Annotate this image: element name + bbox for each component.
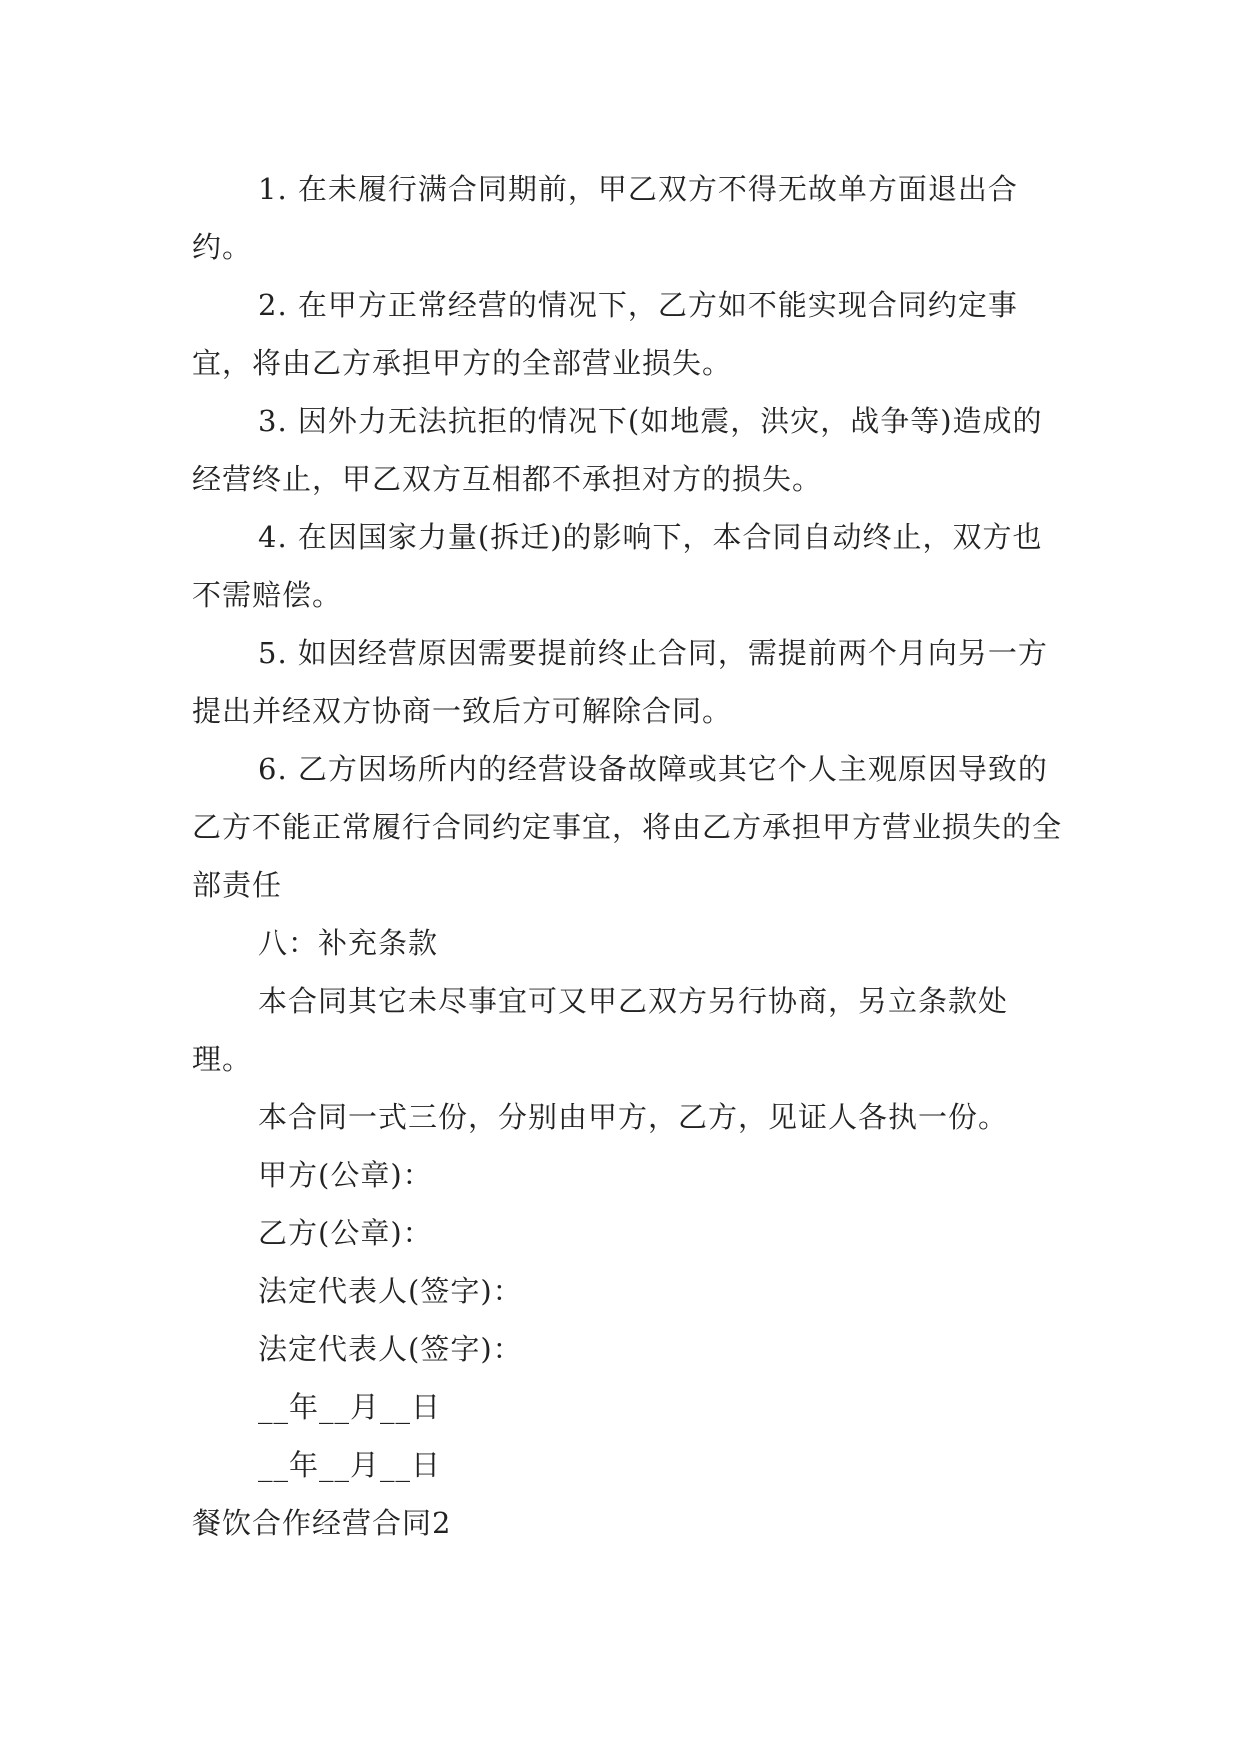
party-a-seal-line: 甲方(公章)： xyxy=(258,1158,433,1192)
section-heading: 八：补充条款 xyxy=(258,926,439,960)
date-line-b: __年__月__日 xyxy=(258,1448,442,1482)
date-line-a: __年__月__日 xyxy=(258,1390,442,1424)
clause-3: 3. 因外力无法抗拒的情况下(如地震，洪灾，战争等)造成的经营终止，甲乙双方互相都不承担对方的损失。 xyxy=(192,404,1043,496)
clause-6: 6. 乙方因场所内的经营设备故障或其它个人主观原因导致的乙方不能正常履行合同约定事宜，将由乙方承担甲方营业损失的全部责任 xyxy=(192,752,1063,902)
rep-a-signature-line: 法定代表人(签字)： xyxy=(258,1274,523,1308)
document-body xyxy=(192,160,1062,1552)
party-b-seal-line: 乙方(公章)： xyxy=(258,1216,433,1250)
supplement-paragraph: 本合同其它未尽事宜可又甲乙双方另行协商，另立条款处理。 xyxy=(192,984,1009,1076)
clause-1: 1. 在未履行满合同期前，甲乙双方不得无故单方面退出合约。 xyxy=(192,172,1018,264)
clause-5: 5. 如因经营原因需要提前终止合同，需提前两个月向另一方提出并经双方协商一致后方可解除合同。 xyxy=(192,636,1048,728)
copies-note: 本合同一式三份，分别由甲方，乙方，见证人各执一份。 xyxy=(258,1100,1009,1134)
clause-2: 2. 在甲方正常经营的情况下，乙方如不能实现合同约定事宜，将由乙方承担甲方的全部营业损失。 xyxy=(192,288,1018,380)
clause-4: 4. 在因国家力量(拆迁)的影响下，本合同自动终止，双方也不需赔偿。 xyxy=(192,520,1043,612)
rep-b-signature-line: 法定代表人(签字)： xyxy=(258,1332,523,1366)
next-document-title: 餐饮合作经营合同2 xyxy=(192,1506,452,1540)
